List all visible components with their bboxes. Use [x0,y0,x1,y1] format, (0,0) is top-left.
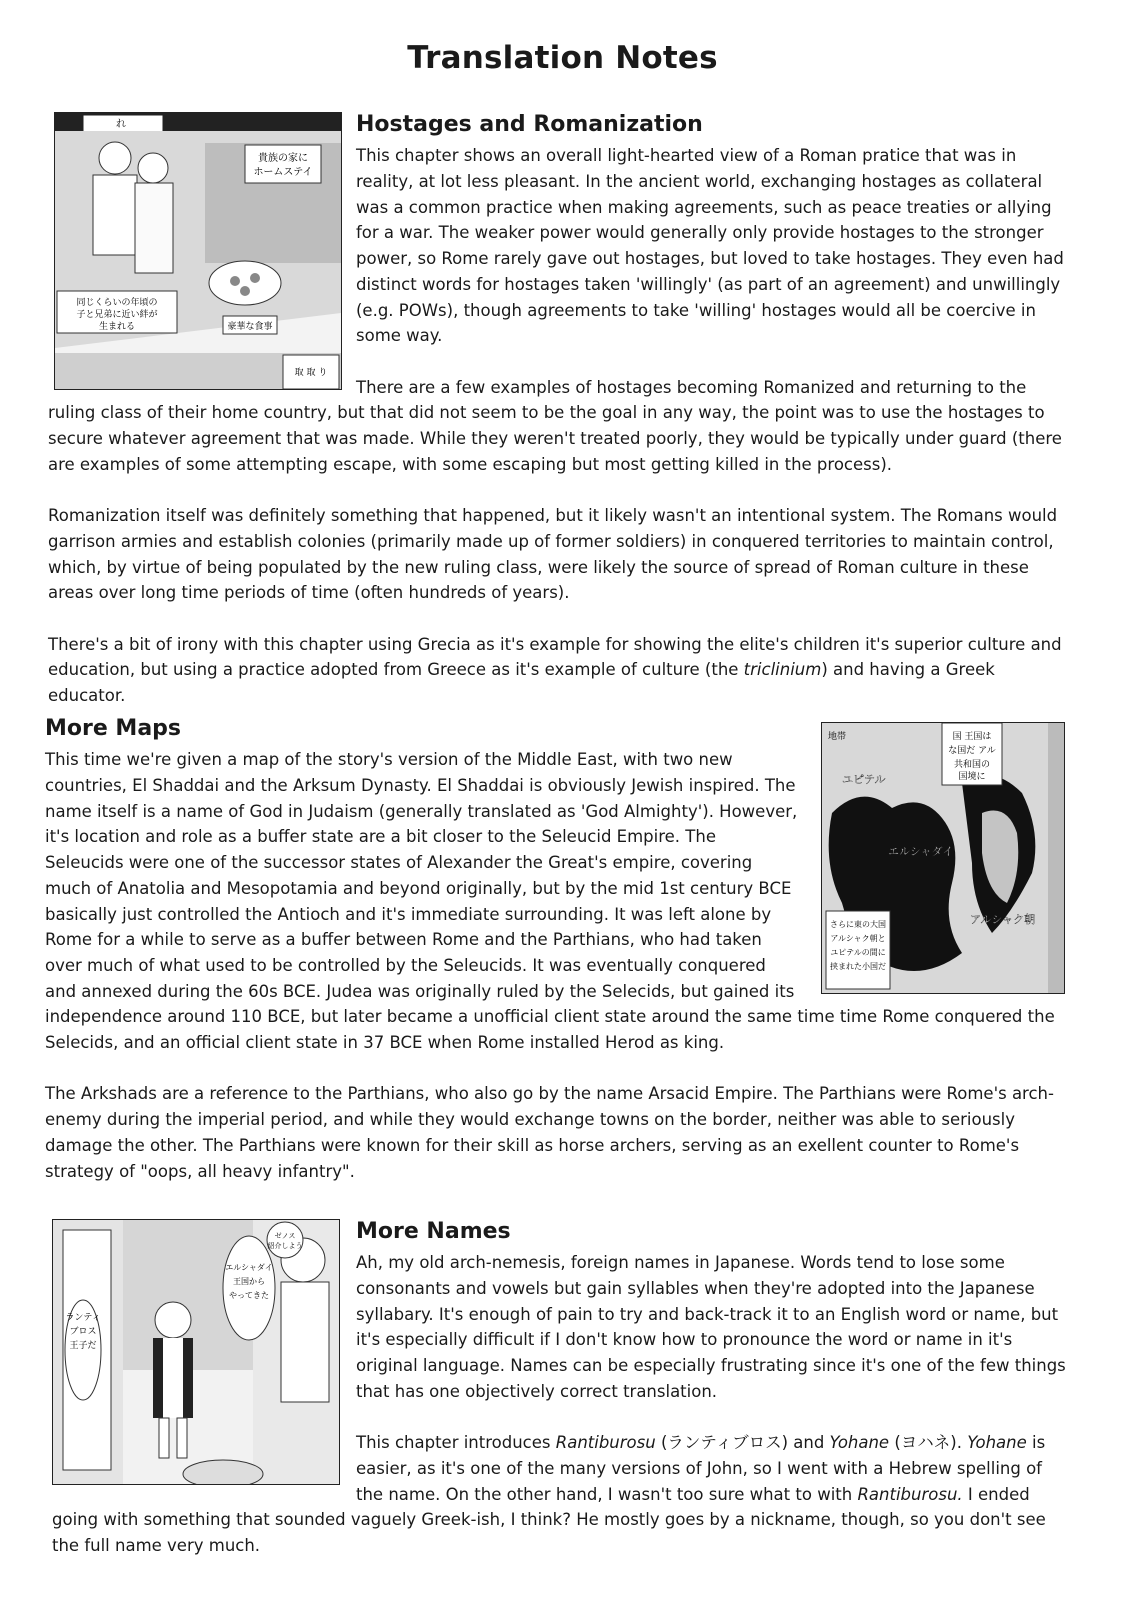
svg-text:ブロス: ブロス [69,1327,97,1337]
svg-text:さらに東の大国: さらに東の大国 [830,920,886,929]
svg-text:ゼノス: ゼノス [274,1232,296,1240]
paragraph: Romanization itself was definitely something that happened, but it likely wasn't an intentional system. The Romans would garrison armies and establish colonies (primarily made up of former soldiers) in conquered territories to maintain control, which, by virtue of being populated by the new ruling class, were likely the source of spread of Roman culture in these areas over long time periods of time (often hundreds of years). [48,506,1058,603]
paragraph [48,632,1068,709]
manga-panel-hostages [54,112,342,390]
svg-text:同じくらいの年頃の: 同じくらいの年頃の [76,298,158,308]
italic-name: Rantiburosu. [857,1484,963,1504]
italic-name: Yohane [829,1433,890,1453]
svg-text:な国だ アル: な国だ アル [948,746,996,756]
paragraph: The Arkshads are a reference to the Parthians, who also go by the name Arsacid Empire. The Parthians were Rome's arch-enemy during the imperial period, and while they would exchange towns on the border, neither was able to seriously damage the other. The Parthians were known for their skill as horse archers, serving as an exellent counter to Rome's strategy of "oops, all heavy infantry". [45,1084,1054,1181]
text-run: There's a bit of irony with this chapter using Grecia as it's example for showing the elite's children it's superior culture and education, but using a practice adopted from Greece as it's example of culture (the [48,634,1062,680]
svg-text:国境に: 国境に [958,772,986,782]
svg-text:紹介しよう: 紹介しよう [267,1242,303,1250]
text-run: I ended going with something that sounded vaguely Greek-ish, I think? He mostly goes by a nickname, though, so you don't see the full name very much. [52,1484,1046,1556]
map-label-jupiter: ユピテル [842,773,886,786]
section-hostages [48,112,1068,709]
italic-name: Yohane [967,1433,1027,1453]
section-names [52,1219,1072,1559]
svg-text:豪華な食事: 豪華な食事 [227,322,273,332]
svg-text:ホームステイ: ホームステイ [253,167,313,178]
svg-text:ランティ: ランティ [65,1313,101,1323]
paragraph: There are a few examples of hostages becoming Romanized and returning to the ruling class of their home country, but that did not seem to be the goal in any way, the point was to use the hostages to secure whatever agreement that was made. While they weren't treated poorly, they would be typically under guard (there are examples of some attempting escape, with some escaping but most getting killed in the process). [48,377,1062,474]
caption-top: れ [116,119,126,130]
svg-text:取 取 り: 取 取 り [294,368,328,378]
text-run: (ヨハネ). [889,1433,968,1453]
text-run: ) and having a Greek educator. [48,660,995,706]
paragraph: This chapter shows an overall light-hearted view of a Roman pratice that was in reality, at lot less pleasant. In the ancient world, exchanging hostages as collateral was a common practice when making agreements, such as peace treaties or allying for a war. The weaker power would generally only provide hostages to the stronger power, so Rome rarely gave out hostages, but loved to take hostages. They even had distinct words for hostages taken 'willingly' (as part of an agreement) and unwillingly (e.g. POWs), though agreements to take 'willing' hostages would all be coercive in some way. [356,146,1064,346]
svg-text:王子だ: 王子だ [69,1341,97,1351]
text-run: (ランティブロス) and [655,1433,830,1453]
svg-text:挟まれた小国だ: 挟まれた小国だ [830,962,886,971]
section-heading: More Maps [45,716,182,741]
map-label-arksum: アルシャク朝 [970,913,1036,926]
italic-term: triclinium [743,660,822,680]
section-heading: More Names [356,1219,511,1244]
svg-text:アルシャク朝と: アルシャク朝と [830,934,886,943]
svg-text:やってきた: やってきた [229,1291,269,1300]
svg-text:生まれる: 生まれる [98,322,136,332]
section-heading: Hostages and Romanization [356,112,703,137]
map-label-elshaddai: エルシャダイ [888,845,954,858]
text-run: This chapter introduces [356,1433,556,1453]
text-run: is easier, as it's one of the many versions of John, so I went with a Hebrew spelling of the name. On the other hand, I wasn't too sure what to with [356,1433,1046,1504]
paragraph: Ah, my old arch-nemesis, foreign names in Japanese. Words tend to lose some consonants and vowels but gain syllables when they're adopted into the Japanese syllabary. It's enough of pain to try and back-track it to an English word or name, but it's especially difficult if I don't know how to pronounce the word or name in it's original language. Names can be especially frustrating since it's one of the few things that has one objectively correct translation. [356,1253,1066,1401]
manga-panel-map [821,722,1065,994]
svg-text:エルシャダイ: エルシャダイ [225,1263,273,1272]
svg-text:貴族の家に: 貴族の家に [258,153,308,164]
svg-text:共和国の: 共和国の [953,760,991,770]
svg-text:ユピテルの間に: ユピテルの間に [830,948,886,957]
svg-text:子と兄弟に近い絆が: 子と兄弟に近い絆が [76,310,158,320]
paragraph: This time we're given a map of the story's version of the Middle East, with two new countries, El Shaddai and the Arksum Dynasty. El Shaddai is obviously Jewish inspired. The name itself is a name of God in Judaism (generally translated as 'God Almighty'). However, it's location and role as a buffer state are a bit closer to the Seleucid Empire. The Seleucids were one of the successor states of Alexander the Great's empire, covering much of Anatolia and Mesopotamia and beyond originally, but by the mid 1st century BCE basically just controlled the Antioch and it's immediate surrounding. It was left alone by Rome for a while to serve as a buffer between Rome and the Parthians, who had taken over much of what used to be controlled by the Seleucids. It was eventually conquered and annexed during the 60s BCE. Judea was originally ruled by the Selecids, but gained its independence around 110 BCE, but later became a unofficial client state around the same time time Rome conquered the Selecids, and an official client state in 37 BCE when Rome installed Herod as king. [45,750,1055,1053]
section-maps [45,716,1065,1184]
italic-name: Rantiburosu [555,1433,656,1453]
manga-panel-names [52,1219,340,1485]
page-title: Translation Notes [407,40,718,76]
svg-text:王国から: 王国から [233,1277,265,1286]
map-label-corner: 地帯 [828,732,847,742]
svg-text:国 王国は: 国 王国は [952,732,992,742]
